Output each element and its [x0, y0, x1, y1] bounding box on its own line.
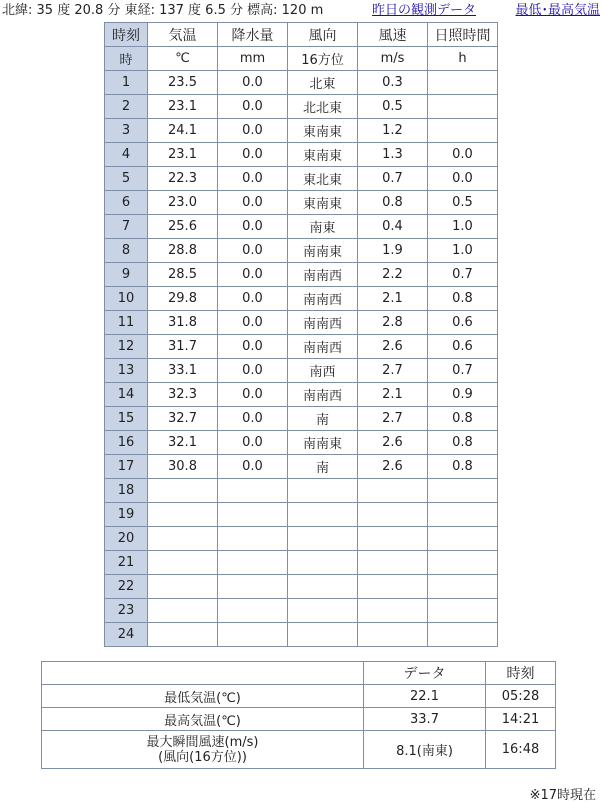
cell-wind-speed: 2.6	[358, 335, 428, 359]
cell-wind-speed: 2.1	[358, 383, 428, 407]
cell-hour: 12	[105, 335, 148, 359]
cell-sunshine: 0.7	[428, 263, 498, 287]
table-row	[105, 551, 498, 575]
table-row	[105, 71, 498, 95]
summary-row-max-gust	[42, 731, 556, 769]
cell-precipitation	[218, 479, 288, 503]
summary-col-data: データ	[364, 662, 486, 685]
cell-wind-direction: 南南西	[288, 287, 358, 311]
cell-wind-direction: 南南東	[288, 431, 358, 455]
table-row	[105, 215, 498, 239]
cell-wind-direction: 東南東	[288, 119, 358, 143]
cell-wind-speed: 0.3	[358, 71, 428, 95]
cell-sunshine	[428, 503, 498, 527]
cell-precipitation: 0.0	[218, 287, 288, 311]
cell-wind-direction: 南東	[288, 215, 358, 239]
cell-sunshine	[428, 551, 498, 575]
table-row	[105, 431, 498, 455]
cell-hour: 13	[105, 359, 148, 383]
cell-sunshine	[428, 527, 498, 551]
cell-wind-speed	[358, 599, 428, 623]
unit-wind-direction: 16方位	[288, 47, 358, 71]
summary-value: 22.1	[364, 685, 486, 708]
table-row	[105, 383, 498, 407]
unit-wind-speed: m/s	[358, 47, 428, 71]
latitude-value: 35 度 20.8 分	[36, 3, 121, 18]
table-row	[105, 335, 498, 359]
cell-temperature: 23.0	[148, 191, 218, 215]
cell-hour: 21	[105, 551, 148, 575]
table-row	[105, 95, 498, 119]
cell-temperature	[148, 503, 218, 527]
cell-wind-speed: 0.8	[358, 191, 428, 215]
cell-precipitation: 0.0	[218, 383, 288, 407]
cell-wind-direction: 南	[288, 455, 358, 479]
cell-wind-direction: 北北東	[288, 95, 358, 119]
table-row	[105, 407, 498, 431]
cell-wind-speed: 2.6	[358, 431, 428, 455]
cell-wind-speed	[358, 575, 428, 599]
cell-sunshine: 0.0	[428, 167, 498, 191]
cell-sunshine: 0.8	[428, 431, 498, 455]
cell-sunshine: 0.9	[428, 383, 498, 407]
longitude-label: 東経:	[124, 3, 155, 18]
cell-precipitation: 0.0	[218, 455, 288, 479]
cell-wind-speed: 2.8	[358, 311, 428, 335]
cell-temperature: 23.1	[148, 143, 218, 167]
cell-hour: 19	[105, 503, 148, 527]
cell-hour: 14	[105, 383, 148, 407]
cell-temperature	[148, 623, 218, 647]
summary-value: 8.1(南東)	[364, 731, 486, 769]
cell-wind-speed: 0.4	[358, 215, 428, 239]
cell-temperature	[148, 479, 218, 503]
cell-hour: 9	[105, 263, 148, 287]
cell-temperature: 23.5	[148, 71, 218, 95]
table-row	[105, 191, 498, 215]
cell-sunshine: 0.7	[428, 359, 498, 383]
cell-temperature: 22.3	[148, 167, 218, 191]
cell-wind-speed	[358, 623, 428, 647]
cell-sunshine	[428, 623, 498, 647]
cell-precipitation: 0.0	[218, 407, 288, 431]
cell-precipitation: 0.0	[218, 215, 288, 239]
unit-precipitation: mm	[218, 47, 288, 71]
summary-label-line2: (風向(16方位))	[158, 749, 247, 765]
cell-wind-speed	[358, 503, 428, 527]
cell-precipitation	[218, 527, 288, 551]
summary-header-row	[42, 662, 556, 685]
cell-sunshine: 1.0	[428, 239, 498, 263]
table-row	[105, 311, 498, 335]
cell-wind-speed: 1.3	[358, 143, 428, 167]
cell-temperature: 31.7	[148, 335, 218, 359]
cell-wind-speed	[358, 551, 428, 575]
summary-row-max-temp	[42, 708, 556, 731]
cell-hour: 4	[105, 143, 148, 167]
cell-hour: 2	[105, 95, 148, 119]
col-header-sunshine: 日照時間	[428, 23, 498, 47]
summary-label: 最高気温(℃)	[42, 708, 364, 731]
cell-wind-speed: 2.2	[358, 263, 428, 287]
col-header-precipitation: 降水量	[218, 23, 288, 47]
col-header-wind-direction: 風向	[288, 23, 358, 47]
cell-wind-direction	[288, 551, 358, 575]
cell-hour: 15	[105, 407, 148, 431]
cell-temperature	[148, 527, 218, 551]
cell-precipitation: 0.0	[218, 95, 288, 119]
cell-temperature	[148, 599, 218, 623]
cell-temperature: 32.7	[148, 407, 218, 431]
altitude-label: 標高:	[247, 3, 278, 18]
cell-temperature	[148, 551, 218, 575]
cell-temperature: 28.5	[148, 263, 218, 287]
longitude-value: 137 度 6.5 分	[159, 3, 243, 18]
cell-sunshine	[428, 119, 498, 143]
station-info-bar	[2, 2, 600, 20]
table-row	[105, 359, 498, 383]
cell-sunshine: 1.0	[428, 215, 498, 239]
cell-wind-direction: 東北東	[288, 167, 358, 191]
cell-sunshine: 0.6	[428, 335, 498, 359]
cell-precipitation	[218, 623, 288, 647]
cell-temperature: 30.8	[148, 455, 218, 479]
cell-wind-direction	[288, 599, 358, 623]
summary-time: 14:21	[486, 708, 556, 731]
cell-sunshine: 0.5	[428, 191, 498, 215]
cell-hour: 1	[105, 71, 148, 95]
observation-time-note: ※17時現在	[529, 788, 596, 803]
cell-sunshine: 0.8	[428, 407, 498, 431]
cell-hour: 5	[105, 167, 148, 191]
col-header-hour: 時刻	[105, 23, 148, 47]
cell-temperature: 28.8	[148, 239, 218, 263]
cell-temperature: 33.1	[148, 359, 218, 383]
cell-wind-direction: 北東	[288, 71, 358, 95]
cell-hour: 22	[105, 575, 148, 599]
cell-temperature: 31.8	[148, 311, 218, 335]
cell-hour: 17	[105, 455, 148, 479]
cell-wind-direction: 南南東	[288, 239, 358, 263]
cell-wind-speed: 1.2	[358, 119, 428, 143]
cell-hour: 18	[105, 479, 148, 503]
cell-hour: 20	[105, 527, 148, 551]
summary-label: 最低気温(℃)	[42, 685, 364, 708]
cell-sunshine: 0.0	[428, 143, 498, 167]
cell-temperature: 32.1	[148, 431, 218, 455]
cell-wind-direction: 東南東	[288, 191, 358, 215]
cell-temperature: 32.3	[148, 383, 218, 407]
cell-temperature: 29.8	[148, 287, 218, 311]
cell-precipitation: 0.0	[218, 311, 288, 335]
cell-sunshine	[428, 71, 498, 95]
cell-precipitation: 0.0	[218, 359, 288, 383]
cell-temperature: 23.1	[148, 95, 218, 119]
table-row	[105, 575, 498, 599]
cell-precipitation: 0.0	[218, 263, 288, 287]
cell-wind-direction: 南南西	[288, 311, 358, 335]
table-row	[105, 527, 498, 551]
cell-sunshine	[428, 599, 498, 623]
summary-time: 16:48	[486, 731, 556, 769]
cell-precipitation: 0.0	[218, 71, 288, 95]
summary-time: 05:28	[486, 685, 556, 708]
cell-wind-direction: 南	[288, 407, 358, 431]
latitude-label: 北緯:	[2, 3, 33, 18]
cell-hour: 8	[105, 239, 148, 263]
cell-precipitation	[218, 575, 288, 599]
table-row	[105, 167, 498, 191]
cell-hour: 23	[105, 599, 148, 623]
summary-col-time: 時刻	[486, 662, 556, 685]
cell-sunshine	[428, 575, 498, 599]
cell-precipitation: 0.0	[218, 335, 288, 359]
cell-precipitation: 0.0	[218, 119, 288, 143]
cell-wind-speed: 2.1	[358, 287, 428, 311]
table-row	[105, 143, 498, 167]
cell-hour: 11	[105, 311, 148, 335]
col-header-temperature: 気温	[148, 23, 218, 47]
cell-temperature	[148, 575, 218, 599]
cell-wind-direction	[288, 623, 358, 647]
cell-sunshine: 0.8	[428, 287, 498, 311]
altitude-value: 120 m	[281, 3, 324, 18]
daily-summary-table	[41, 661, 556, 769]
cell-hour: 16	[105, 431, 148, 455]
cell-wind-speed: 0.5	[358, 95, 428, 119]
cell-wind-speed: 1.9	[358, 239, 428, 263]
table-header-row	[105, 23, 498, 47]
cell-wind-direction	[288, 479, 358, 503]
summary-label-line1: 最大瞬間風速(m/s)	[146, 734, 259, 750]
table-row	[105, 239, 498, 263]
cell-wind-speed: 0.7	[358, 167, 428, 191]
min-max-temp-link[interactable]: 最低･最高気温	[515, 3, 600, 18]
cell-hour: 6	[105, 191, 148, 215]
cell-sunshine: 0.8	[428, 455, 498, 479]
cell-hour: 24	[105, 623, 148, 647]
cell-temperature: 24.1	[148, 119, 218, 143]
cell-precipitation: 0.0	[218, 239, 288, 263]
cell-precipitation: 0.0	[218, 143, 288, 167]
unit-hour: 時	[105, 47, 148, 71]
cell-hour: 7	[105, 215, 148, 239]
table-row	[105, 119, 498, 143]
col-header-wind-speed: 風速	[358, 23, 428, 47]
table-row	[105, 623, 498, 647]
cell-precipitation	[218, 503, 288, 527]
unit-temperature: ℃	[148, 47, 218, 71]
table-row	[105, 479, 498, 503]
summary-row-min-temp	[42, 685, 556, 708]
cell-precipitation: 0.0	[218, 167, 288, 191]
cell-temperature: 25.6	[148, 215, 218, 239]
cell-wind-direction: 南南西	[288, 263, 358, 287]
cell-precipitation	[218, 599, 288, 623]
unit-sunshine: h	[428, 47, 498, 71]
cell-wind-speed: 2.7	[358, 359, 428, 383]
yesterday-data-link[interactable]: 昨日の観測データ	[372, 3, 477, 18]
cell-hour: 3	[105, 119, 148, 143]
cell-sunshine: 0.6	[428, 311, 498, 335]
cell-sunshine	[428, 95, 498, 119]
cell-wind-direction: 南西	[288, 359, 358, 383]
cell-precipitation: 0.0	[218, 431, 288, 455]
cell-wind-direction: 南南西	[288, 383, 358, 407]
summary-header-blank	[42, 662, 364, 685]
cell-precipitation	[218, 551, 288, 575]
cell-wind-speed	[358, 527, 428, 551]
cell-wind-direction	[288, 503, 358, 527]
cell-wind-speed: 2.7	[358, 407, 428, 431]
table-row	[105, 287, 498, 311]
cell-hour: 10	[105, 287, 148, 311]
table-units-row	[105, 47, 498, 71]
cell-wind-direction: 南南西	[288, 335, 358, 359]
hourly-observation-table	[104, 22, 498, 647]
table-row	[105, 599, 498, 623]
table-row	[105, 503, 498, 527]
cell-precipitation: 0.0	[218, 191, 288, 215]
cell-sunshine	[428, 479, 498, 503]
table-row	[105, 263, 498, 287]
cell-wind-direction	[288, 575, 358, 599]
cell-wind-direction	[288, 527, 358, 551]
table-row	[105, 455, 498, 479]
cell-wind-speed	[358, 479, 428, 503]
summary-value: 33.7	[364, 708, 486, 731]
cell-wind-direction: 東南東	[288, 143, 358, 167]
cell-wind-speed: 2.6	[358, 455, 428, 479]
summary-label	[42, 731, 364, 769]
